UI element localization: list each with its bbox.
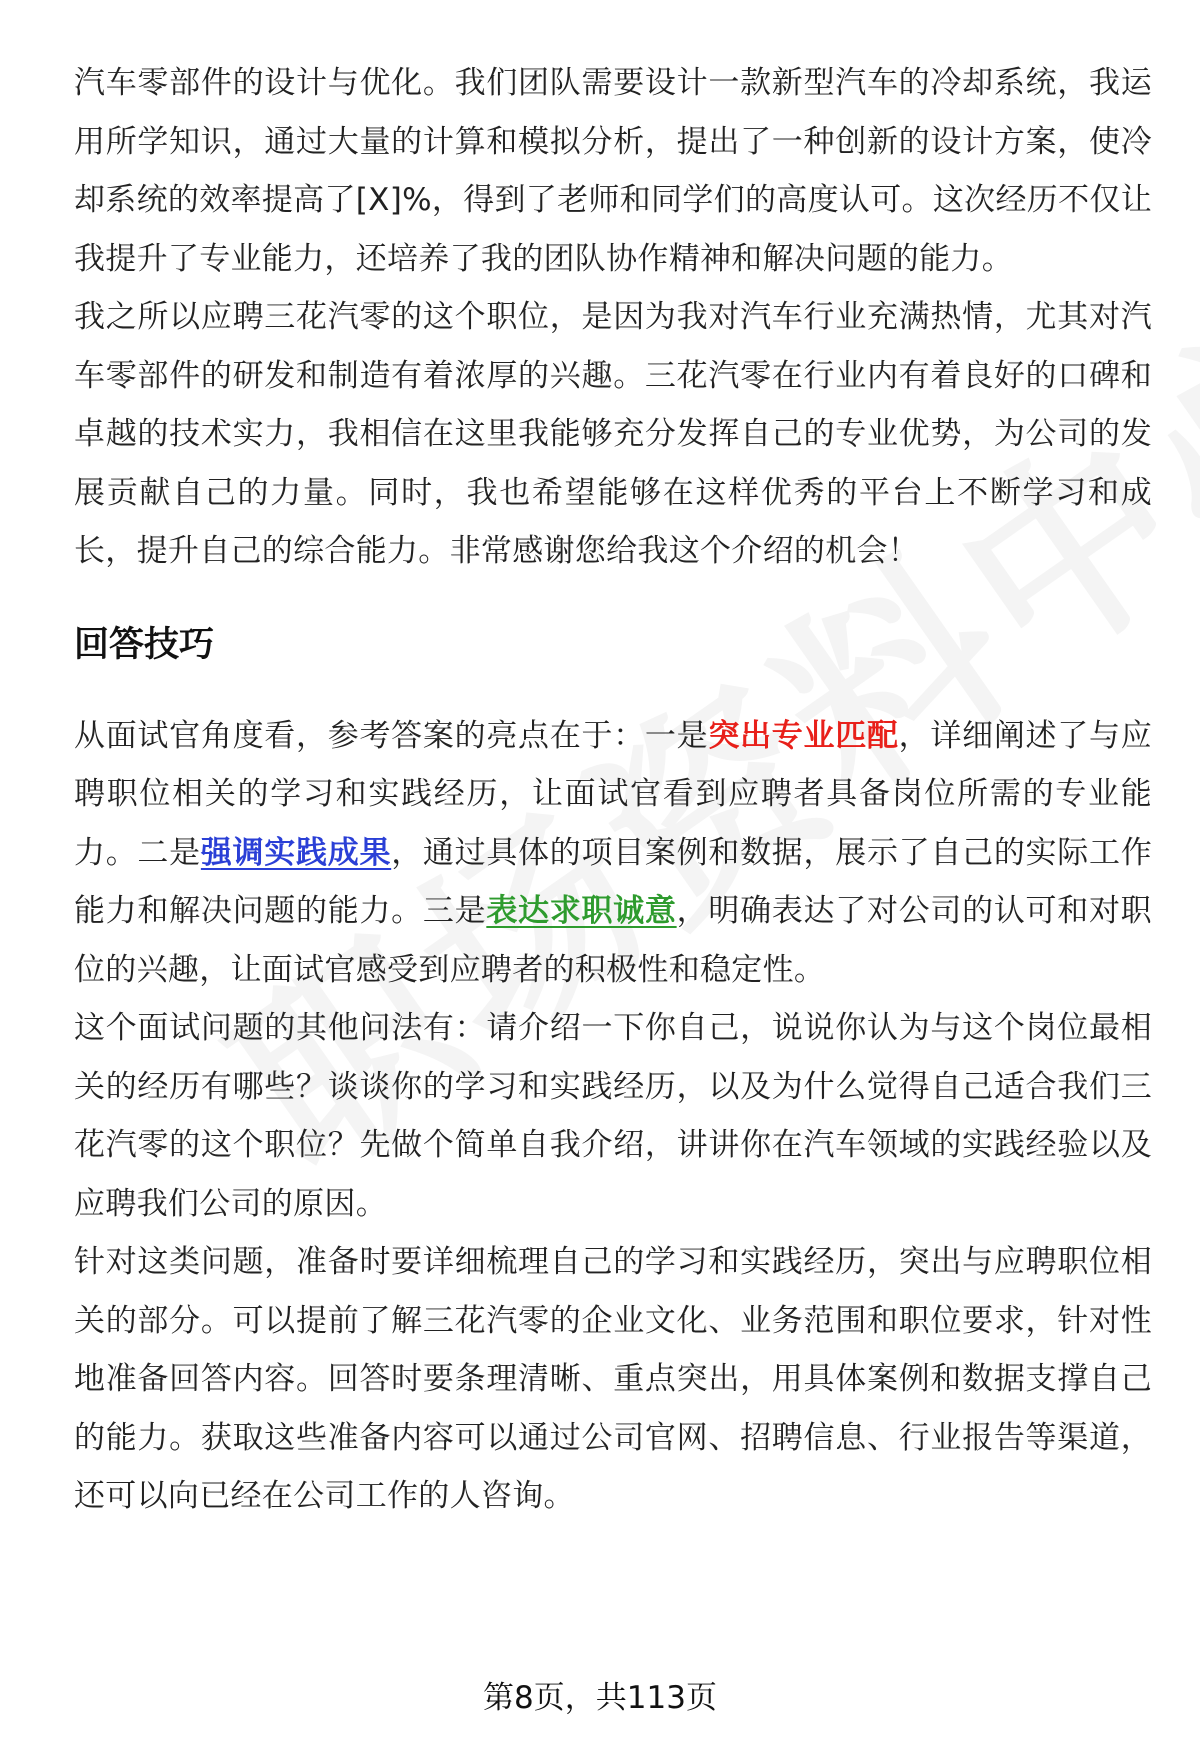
highlight-job-sincerity: 表达求职诚意 bbox=[486, 893, 677, 929]
paragraph-project-experience: 汽车零部件的设计与优化。我们团队需要设计一款新型汽车的冷却系统，我运用所学知识，通过大量的计算和模拟分析，提出了一种创新的设计方案，使冷却系统的效率提高了[X]%，得到了老师和同学们的高度认可。这次经历不仅让我提升了专业能力，还培养了我的团队协作精神和解决问题的能力。 bbox=[74, 65, 1152, 277]
paragraph-alternative-questions: 这个面试问题的其他问法有：请介绍一下你自己，说说你认为与这个岗位最相关的经历有哪些？谈谈你的学习和实践经历，以及为什么觉得自己适合我们三花汽零的这个职位？先做个简单自我介绍，讲讲你在汽车领域的实践经验以及应聘我们公司的原因。 bbox=[74, 1010, 1152, 1222]
paragraph-motivation: 我之所以应聘三花汽零的这个职位，是因为我对汽车行业充满热情，尤其对汽车零部件的研发和制造有着浓厚的兴趣。三花汽零在行业内有着良好的口碑和卓越的技术实力，我相信在这里我能够充分发挥自己的专业优势，为公司的发展贡献自己的力量。同时，我也希望能够在这样优秀的平台上不断学习和成长，提升自己的综合能力。非常感谢您给我这个介绍的机会！ bbox=[74, 299, 1152, 569]
page-number-footer: 第8页，共113页 bbox=[483, 1680, 717, 1716]
section-title: 回答技巧 bbox=[74, 624, 215, 665]
tips-text-2: ，详细阐述了与应聘职位相关的学习和实践经历，让面试官看到应聘者具备岗位所需的专业能力。二是 bbox=[74, 717, 1152, 871]
paragraph-preparation-advice: 针对这类问题，准备时要详细梳理自己的学习和实践经历，突出与应聘职位相关的部分。可以提前了解三花汽零的企业文化、业务范围和职位要求，针对性地准备回答内容。回答时要条理清晰、重点突出，用具体案例和数据支撑自己的能力。获取这些准备内容可以通过公司官网、招聘信息、行业报告等渠道，还可以向已经在公司工作的人咨询。 bbox=[74, 1244, 1152, 1514]
paragraph-answer-highlights bbox=[74, 707, 1152, 1000]
document-body bbox=[74, 54, 1152, 1526]
tips-text-1: 从面试官角度看，参考答案的亮点在于：一是 bbox=[74, 717, 709, 754]
highlight-professional-match: 突出专业匹配 bbox=[708, 717, 899, 754]
tips-text-4: ，明确表达了对公司的认可和对职位的兴趣，让面试官感受到应聘者的积极性和稳定性。 bbox=[74, 893, 1152, 988]
highlight-practice-results: 强调实践成果 bbox=[200, 834, 392, 871]
tips-text-3: ，通过具体的项目案例和数据，展示了自己的实际工作能力和解决问题的能力。三是 bbox=[74, 834, 1152, 929]
